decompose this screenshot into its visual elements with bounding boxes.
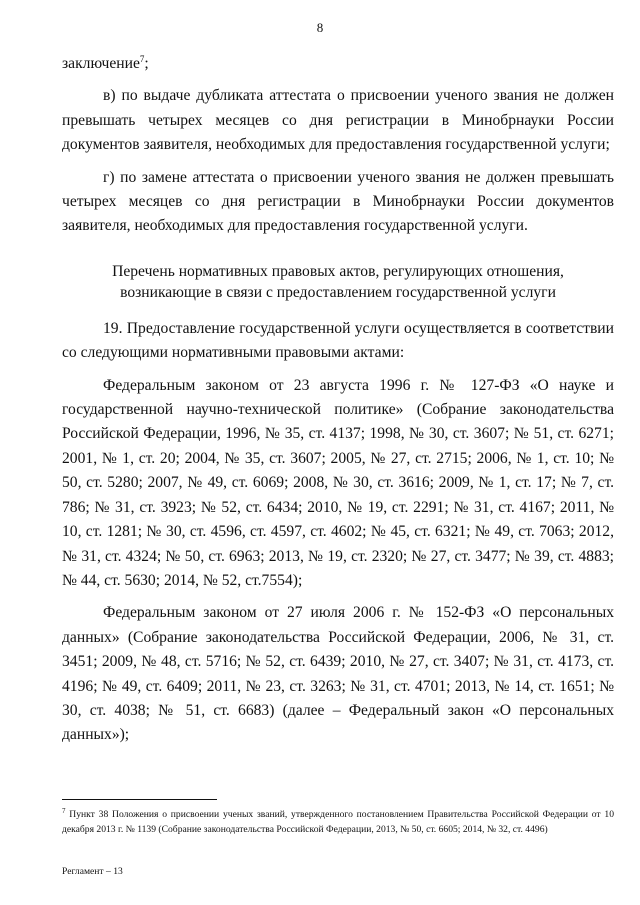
footnote-separator (62, 799, 217, 800)
page-number: 8 (316, 20, 324, 35)
conclusion-tail: ; (144, 55, 149, 72)
footnote (62, 807, 614, 837)
heading-line-1: Перечень нормативных правовых актов, регулирующих отношения, (112, 262, 564, 280)
paragraph-conclusion (62, 52, 614, 76)
paragraph-law-152: Федеральным законом от 27 июля 2006 г. № 152-ФЗ «О персональных данных» (Собрание законодательства Российской Федерации, 2006, № 31, ст. 3451; 2009, № 48, ст. 5716; № 52, ст. 6439; 2010, № 27, ст. 3407; № 31, ст. 4173, ст. 4196; № 49, ст. 6409; 2011, № 23, ст. 3263; № 31, ст. 4701; 2013, № 14, ст. 1651; № 30, ст. 4038; № 51, ст. 6683) (далее – Федеральный закон «О персональных данных»); (62, 604, 614, 744)
paragraph-duplicate: в) по выдаче дубликата аттестата о присвоении ученого звания не должен превышать четырех месяцев со дня регистрации в Минобрнауки России документов заявителя, необходимых для предоставления государственной услуги; (62, 87, 614, 154)
conclusion-text: заключение (62, 55, 140, 72)
footnote-marker: 7 (62, 806, 66, 815)
document-body (62, 52, 614, 748)
paragraph-19: 19. Предоставление государственной услуги осуществляется в соответствии со следующими нормативными правовыми актами: (62, 319, 614, 362)
paragraph-law-127: Федеральным законом от 23 августа 1996 г. № 127-ФЗ «О науке и государственной научно-технической политике» (Собрание законодательства Российской Федерации, 1996, № 35, ст. 4137; 1998, № 30, ст. 3607; № 51, ст. 6271; 2001, № 1, ст. 20; 2004, № 35, ст. 3607; 2005, № 27, ст. 2715; 2006, № 1, ст. 10; № 50, ст. 5280; 2007, № 49, ст. 6069; 2008, № 30, ст. 3616; 2009, № 1, ст. 17; № 7, ст. 786; № 31, ст. 3923; № 52, ст. 6434; 2010, № 19, ст. 2291; № 31, ст. 4167; 2011, № 10, ст. 1281; № 30, ст. 4596, ст. 4597, ст. 4602; № 45, ст. 6321; № 49, ст. 7063; 2012, № 31, ст. 4324; № 50, ст. 6963; 2013, № 19, ст. 2320; № 27, ст. 3477; № 39, ст. 4883; № 44, ст. 5630; 2014, № 52, ст.7554); (62, 376, 614, 589)
heading-line-2: возникающие в связи с предоставлением государственной услуги (120, 283, 556, 301)
section-heading (62, 261, 614, 303)
paragraph-replacement: г) по замене аттестата о присвоении ученого звания не должен превышать четырех месяцев со дня регистрации в Минобрнауки России документов заявителя, необходимых для предоставления государственной услуги. (62, 168, 614, 235)
page-footer: Регламент – 13 (62, 866, 123, 877)
footnote-ref[interactable]: 7 (139, 53, 145, 64)
footnote-text: Пункт 38 Положения о присвоении ученых званий, утвержденного постановлением Правительства Российской Федерации от 10 декабря 2013 г. № 1139 (Собрание законодательства Российской Федерации, 2013, № 50, ст. 6605; 2014, № 32, ст. 4496) (62, 809, 614, 835)
